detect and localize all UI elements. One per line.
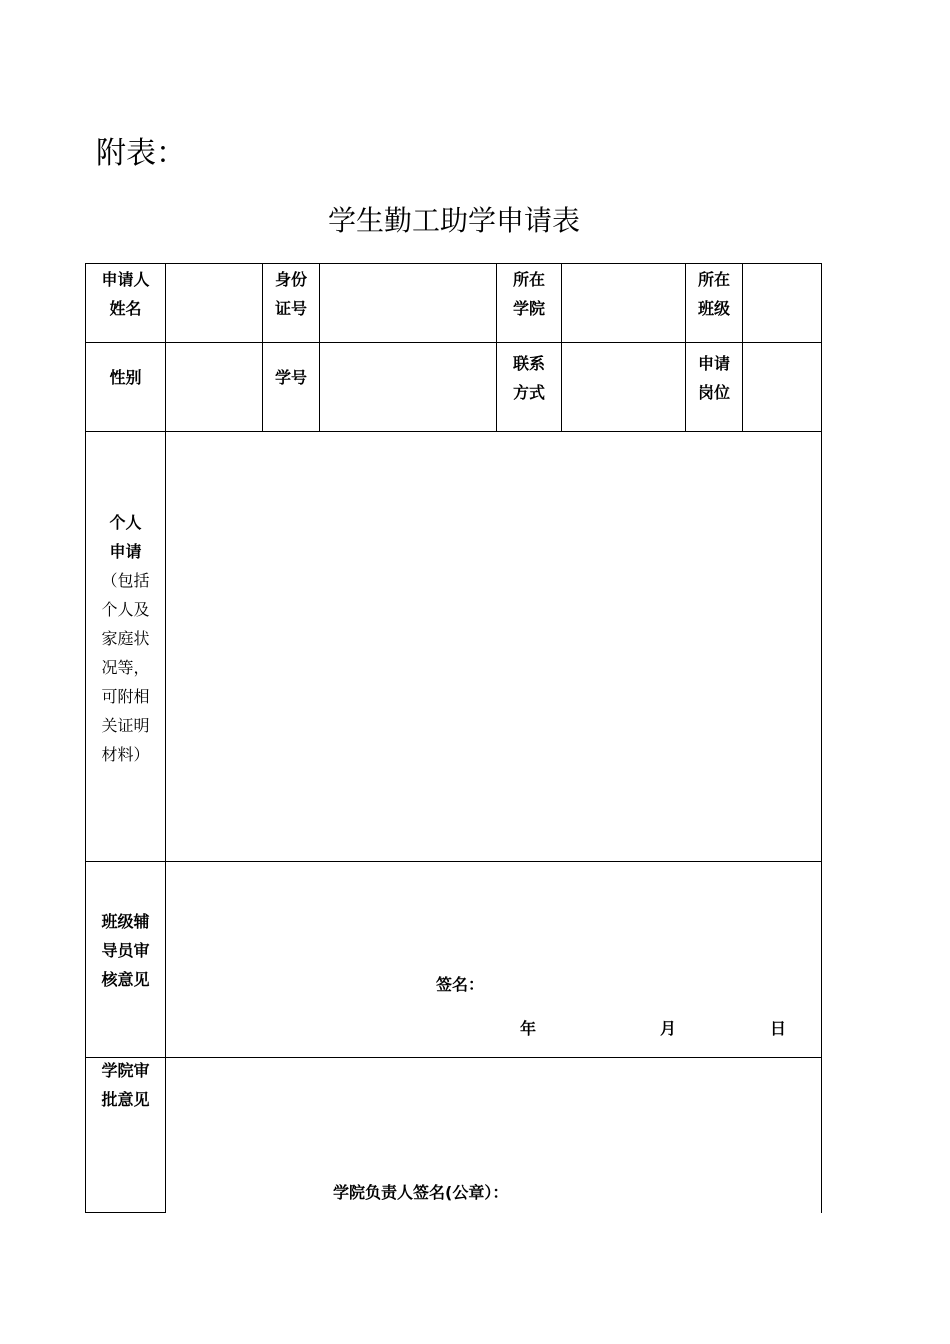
label-line: 姓名 xyxy=(109,299,142,318)
counselor-review-label xyxy=(86,907,165,994)
note-line: 况等， xyxy=(101,658,150,677)
label-line: 所在 xyxy=(697,270,730,289)
position-label xyxy=(686,349,742,407)
label-line: 导员审 xyxy=(101,941,150,960)
column-divider xyxy=(561,263,562,431)
row-divider xyxy=(85,861,822,862)
note-line: （包括 xyxy=(101,571,150,590)
row-divider xyxy=(85,342,822,343)
table-border-right xyxy=(821,263,822,1213)
contact-label xyxy=(497,349,561,407)
label-line: 证号 xyxy=(274,299,307,318)
date-month-label: 月 xyxy=(660,1019,677,1038)
label-line: 班级 xyxy=(697,299,730,318)
note-line: 个人及 xyxy=(101,600,150,619)
label-line: 申请人 xyxy=(101,270,150,289)
label-line: 方式 xyxy=(512,383,545,402)
column-divider xyxy=(742,263,743,431)
label-line: 核意见 xyxy=(101,970,150,989)
label-line: 申请 xyxy=(109,542,142,561)
note-line: 家庭状 xyxy=(101,629,150,648)
note-line: 材料） xyxy=(101,745,150,764)
note-line: 可附相 xyxy=(101,687,150,706)
date-day-label: 日 xyxy=(770,1019,787,1038)
college-head-signature-label: 学院负责人签名(公章）： xyxy=(333,1183,509,1202)
label-line: 班级辅 xyxy=(101,912,150,931)
table-border-top xyxy=(85,263,822,264)
student-number-label: 学号 xyxy=(274,368,307,387)
label-line: 身份 xyxy=(274,270,307,289)
attachment-heading: 附表： xyxy=(96,136,186,171)
id-number-label xyxy=(263,265,319,323)
gender-label: 性别 xyxy=(109,368,142,387)
personal-application-label xyxy=(86,508,165,769)
form-title: 学生勤工助学申请表 xyxy=(327,204,580,237)
column-divider xyxy=(165,263,166,1213)
label-line: 所在 xyxy=(512,270,545,289)
class-label xyxy=(686,265,742,323)
label-line: 联系 xyxy=(512,354,545,373)
college-label xyxy=(497,265,561,323)
note-line: 关证明 xyxy=(101,716,150,735)
column-divider xyxy=(319,263,320,431)
label-line: 学院 xyxy=(512,299,545,318)
row-divider xyxy=(85,1212,166,1213)
label-line: 个人 xyxy=(109,513,142,532)
college-approval-label xyxy=(86,1056,165,1114)
date-year-label: 年 xyxy=(520,1019,537,1038)
applicant-name-label xyxy=(86,265,165,323)
label-line: 申请 xyxy=(697,354,730,373)
label-line: 批意见 xyxy=(101,1090,150,1109)
label-line: 岗位 xyxy=(697,383,730,402)
row-divider xyxy=(85,431,822,432)
label-line: 学院审 xyxy=(101,1061,150,1080)
counselor-signature-label: 签名： xyxy=(436,975,485,994)
row-divider xyxy=(85,1057,822,1058)
